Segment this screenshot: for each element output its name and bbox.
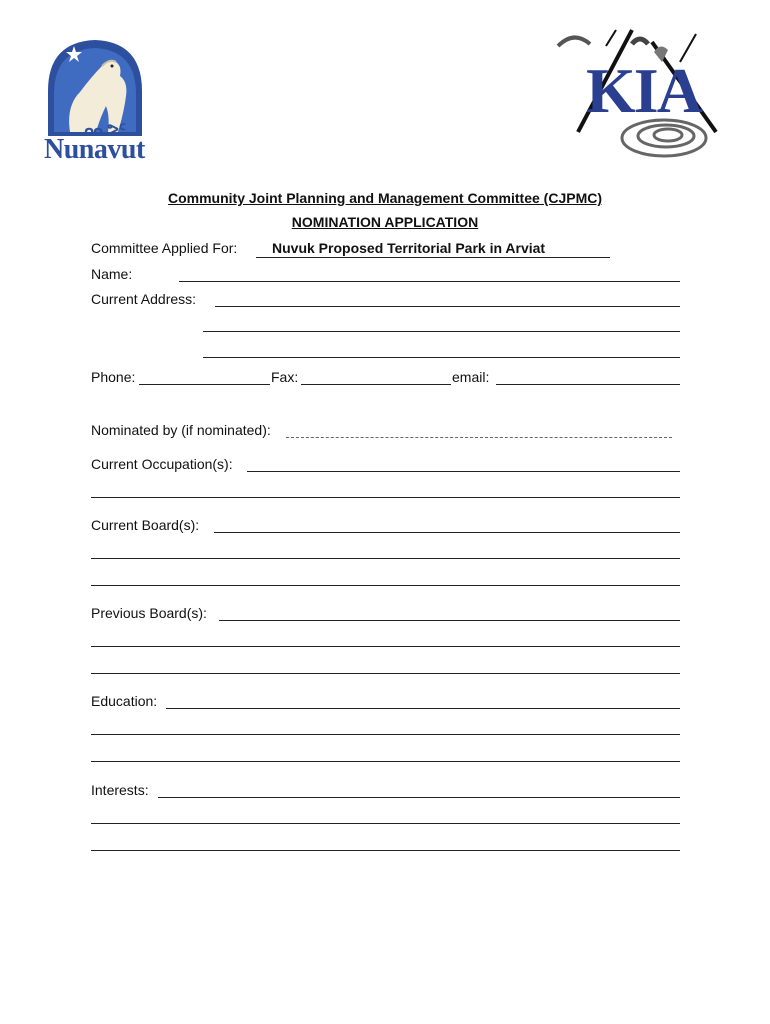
occupation-label: Current Occupation(s): (91, 456, 233, 472)
occupation-field-line-1[interactable] (247, 471, 680, 472)
nunavut-syllabics: ᓄᓇᕗᑦ (80, 122, 126, 139)
education-label: Education: (91, 693, 158, 709)
form-subtitle: NOMINATION APPLICATION (291, 214, 479, 230)
address-field-line-3[interactable] (203, 357, 680, 358)
fax-field[interactable] (301, 384, 451, 385)
occupation-field-line-2[interactable] (91, 497, 680, 498)
nunavut-logo (40, 36, 150, 164)
current-boards-field-line-1[interactable] (214, 532, 680, 533)
nominated-field[interactable] (286, 437, 672, 438)
education-field-line-2[interactable] (91, 734, 680, 735)
committee-line (256, 257, 610, 258)
name-label: Name: (91, 266, 133, 282)
committee-label: Committee Applied For: (91, 240, 238, 256)
education-field-line-3[interactable] (91, 761, 680, 762)
kia-wordmark: KIA (586, 55, 701, 126)
address-label: Current Address: (91, 291, 197, 307)
current-boards-field-line-3[interactable] (91, 585, 680, 586)
previous-boards-field-line-1[interactable] (219, 620, 680, 621)
email-label: email: (452, 369, 490, 385)
phone-label: Phone: (91, 369, 136, 385)
email-field[interactable] (496, 384, 680, 385)
interests-field-line-3[interactable] (91, 850, 680, 851)
interests-field-line-2[interactable] (91, 823, 680, 824)
committee-value: Nuvuk Proposed Territorial Park in Arviat (272, 240, 546, 256)
address-field-line-1[interactable] (215, 306, 680, 307)
current-boards-label: Current Board(s): (91, 517, 200, 533)
interests-label: Interests: (91, 782, 149, 798)
previous-boards-label: Previous Board(s): (91, 605, 207, 621)
nominated-label: Nominated by (if nominated): (91, 422, 271, 438)
address-field-line-2[interactable] (203, 331, 680, 332)
interests-field-line-1[interactable] (158, 797, 680, 798)
current-boards-field-line-2[interactable] (91, 558, 680, 559)
name-field[interactable] (179, 281, 680, 282)
form-title: Community Joint Planning and Management Committee (CJPMC) (167, 190, 603, 206)
phone-field[interactable] (139, 384, 270, 385)
fax-label: Fax: (271, 369, 299, 385)
education-field-line-1[interactable] (166, 708, 680, 709)
nunavut-wordmark: Nunavut (44, 134, 145, 165)
previous-boards-field-line-2[interactable] (91, 646, 680, 647)
kia-logo (556, 24, 726, 164)
previous-boards-field-line-3[interactable] (91, 673, 680, 674)
